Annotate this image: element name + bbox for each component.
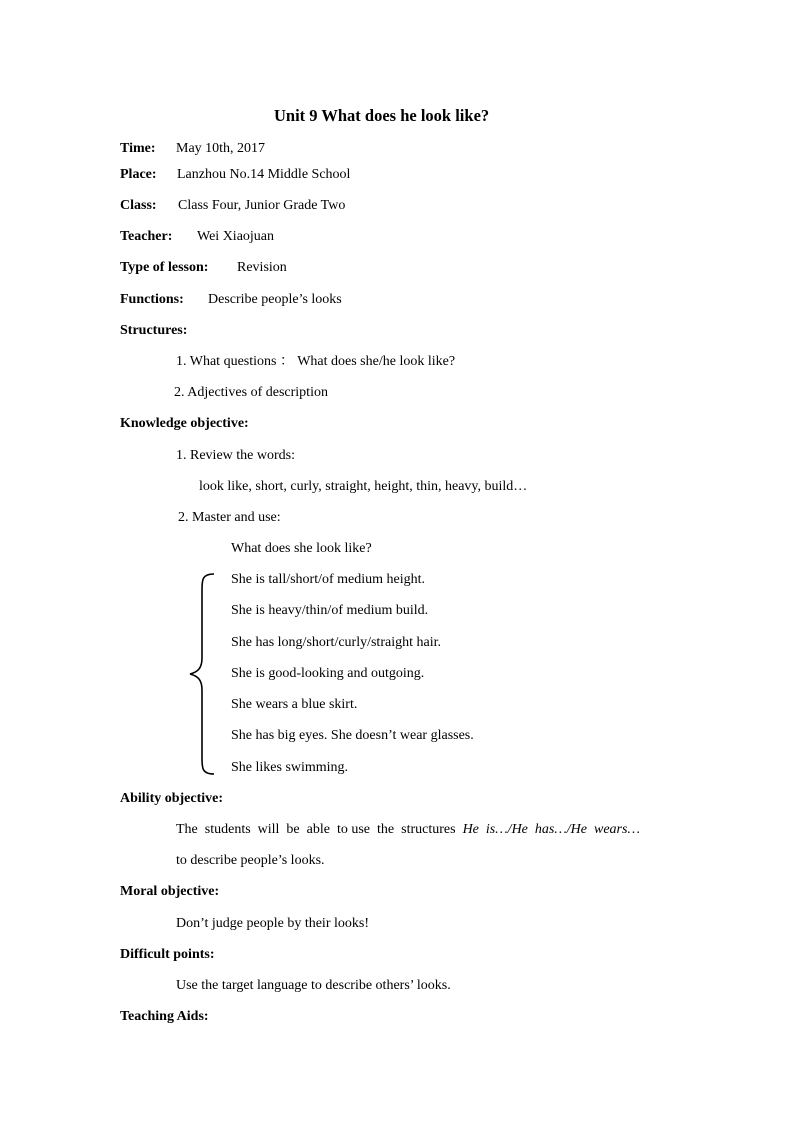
place-label: Place: — [120, 167, 157, 182]
difficult-points-text: Use the target language to describe others’ looks. — [176, 978, 451, 993]
model-answer: She is good-looking and outgoing. — [231, 666, 425, 681]
ability-objective-label: Ability objective: — [120, 791, 224, 806]
functions-label: Functions: — [120, 292, 184, 307]
lesson-type-value: Revision — [237, 260, 287, 275]
curly-brace-icon — [186, 572, 220, 776]
teacher-label: Teacher: — [120, 229, 173, 244]
document-title: Unit 9 What does he look like? — [274, 106, 490, 125]
class-value: Class Four, Junior Grade Two — [178, 198, 346, 213]
functions-value: Describe people’s looks — [208, 292, 342, 307]
vocabulary-list: look like, short, curly, straight, height, thin, heavy, build… — [199, 479, 528, 494]
model-answer: She likes swimming. — [231, 760, 349, 775]
model-answer: She is tall/short/of medium height. — [231, 572, 426, 587]
time-label: Time: — [120, 141, 156, 156]
ability-objective-text: The students will be able to use the structures — [176, 822, 463, 837]
model-answer: She has long/short/curly/straight hair. — [231, 635, 441, 650]
review-words-heading: 1. Review the words: — [176, 448, 295, 463]
model-question: What does she look like? — [231, 541, 372, 556]
place-value: Lanzhou No.14 Middle School — [177, 167, 351, 182]
model-answer: She has big eyes. She doesn’t wear glasses. — [231, 728, 474, 743]
model-answer: She wears a blue skirt. — [231, 697, 358, 712]
time-value: May 10th, 2017 — [176, 141, 266, 156]
lesson-type-label: Type of lesson: — [120, 260, 209, 275]
moral-objective-label: Moral objective: — [120, 884, 220, 899]
structures-item: 2. Adjectives of description — [174, 385, 328, 400]
knowledge-objective-label: Knowledge objective: — [120, 416, 249, 431]
class-label: Class: — [120, 198, 157, 213]
difficult-points-label: Difficult points: — [120, 947, 215, 962]
model-answer: She is heavy/thin/of medium build. — [231, 603, 429, 618]
structures-item: 1. What questions ： What does she/he look like? — [176, 354, 456, 369]
master-use-heading: 2. Master and use: — [178, 510, 281, 525]
moral-objective-text: Don’t judge people by their looks! — [176, 916, 369, 931]
ability-objective-line2: to describe people’s looks. — [176, 853, 325, 868]
teaching-aids-label: Teaching Aids: — [120, 1009, 209, 1024]
structures-label: Structures: — [120, 323, 188, 338]
ability-objective-line — [176, 822, 640, 838]
teacher-value: Wei Xiaojuan — [197, 229, 275, 244]
target-structures: He is…/He has…/He wears… — [462, 822, 640, 837]
